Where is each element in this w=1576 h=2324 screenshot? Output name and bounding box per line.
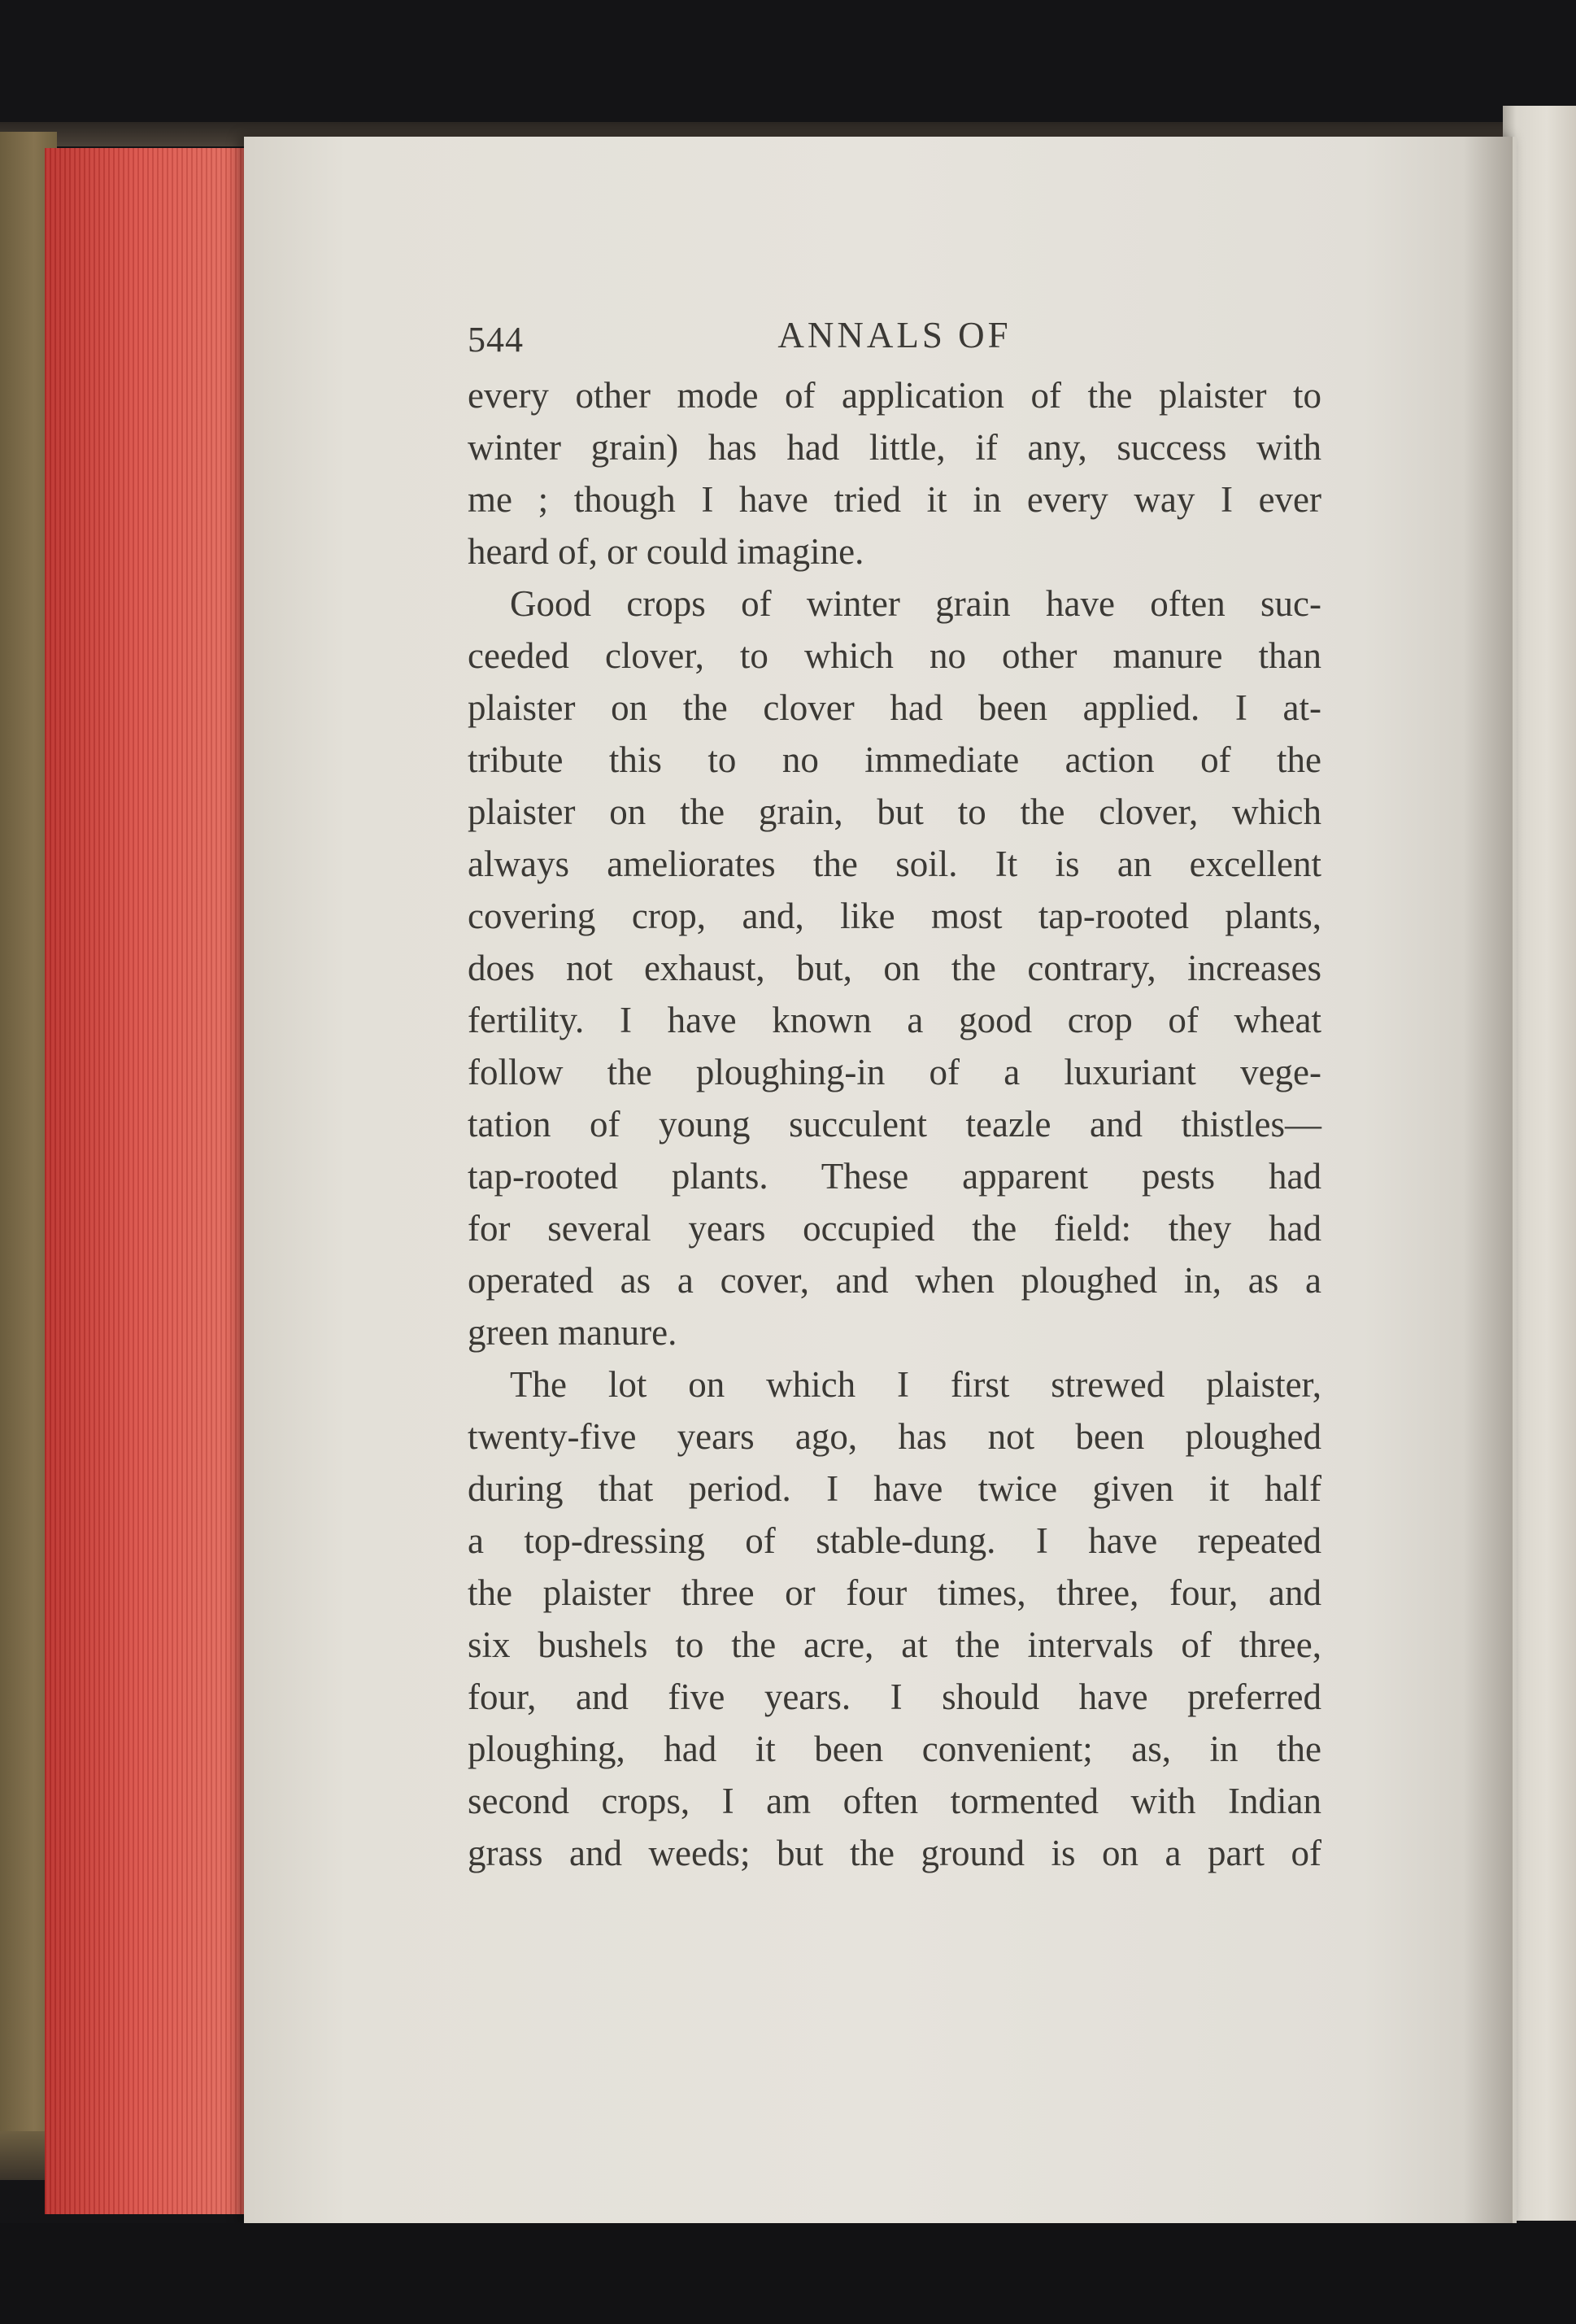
running-head-title: ANNALS OF xyxy=(777,315,1012,355)
text-line: operated as a cover, and when ploughed in, as a xyxy=(468,1260,1321,1301)
text-line: plaister on the grain, but to the clover, which xyxy=(468,791,1321,832)
text-line: a top-dressing of stable-dung. I have repeated xyxy=(468,1520,1321,1561)
page-number: 544 xyxy=(468,320,524,360)
text-line: the plaister three or four times, three, four, and xyxy=(468,1572,1321,1613)
text-line: me ; though I have tried it in every way I ever xyxy=(468,479,1321,520)
text-line: green manure. xyxy=(468,1312,677,1353)
paragraph-3 xyxy=(468,1358,1321,1879)
text-line: during that period. I have twice given it half xyxy=(468,1468,1321,1509)
text-line: grass and weeds; but the ground is on a part of xyxy=(468,1833,1321,1873)
text-line: ceeded clover, to which no other manure than xyxy=(468,635,1321,676)
text-line: for several years occupied the field: they had xyxy=(468,1208,1321,1249)
text-line: second crops, I am often tormented with Indian xyxy=(468,1781,1321,1821)
paragraph-2 xyxy=(468,578,1321,1358)
text-line: plaister on the clover had been applied. I at- xyxy=(468,687,1321,728)
gutter-shadow xyxy=(1464,137,1513,2223)
paragraph-1 xyxy=(468,369,1321,578)
text-line: four, and five years. I should have preferred xyxy=(468,1677,1321,1717)
text-line: ploughing, had it been convenient; as, in the xyxy=(468,1729,1321,1769)
text-line: every other mode of application of the plaister to xyxy=(468,375,1321,416)
text-line: always ameliorates the soil. It is an excellent xyxy=(468,844,1321,884)
text-line: The lot on which I first strewed plaister, xyxy=(510,1364,1321,1405)
text-line: tation of young succulent teazle and thistles— xyxy=(468,1104,1321,1145)
text-line: Good crops of winter grain have often suc- xyxy=(510,583,1321,624)
text-line: fertility. I have known a good crop of wheat xyxy=(468,1000,1321,1040)
page-text xyxy=(468,309,1321,1879)
text-line: winter grain) has had little, if any, success with xyxy=(468,427,1321,468)
text-line: does not exhaust, but, on the contrary, increases xyxy=(468,948,1321,988)
text-line: follow the ploughing-in of a luxuriant vege- xyxy=(468,1052,1321,1092)
text-line: six bushels to the acre, at the intervals of three, xyxy=(468,1624,1321,1665)
running-head xyxy=(468,309,1321,369)
text-line: twenty-five years ago, has not been ploughed xyxy=(468,1416,1321,1457)
text-line: tap-rooted plants. These apparent pests had xyxy=(468,1156,1321,1197)
text-line: covering crop, and, like most tap-rooted plants, xyxy=(468,896,1321,936)
text-line: tribute this to no immediate action of the xyxy=(468,739,1321,780)
background-bottom xyxy=(0,2223,1576,2324)
text-line: heard of, or could imagine. xyxy=(468,531,864,572)
